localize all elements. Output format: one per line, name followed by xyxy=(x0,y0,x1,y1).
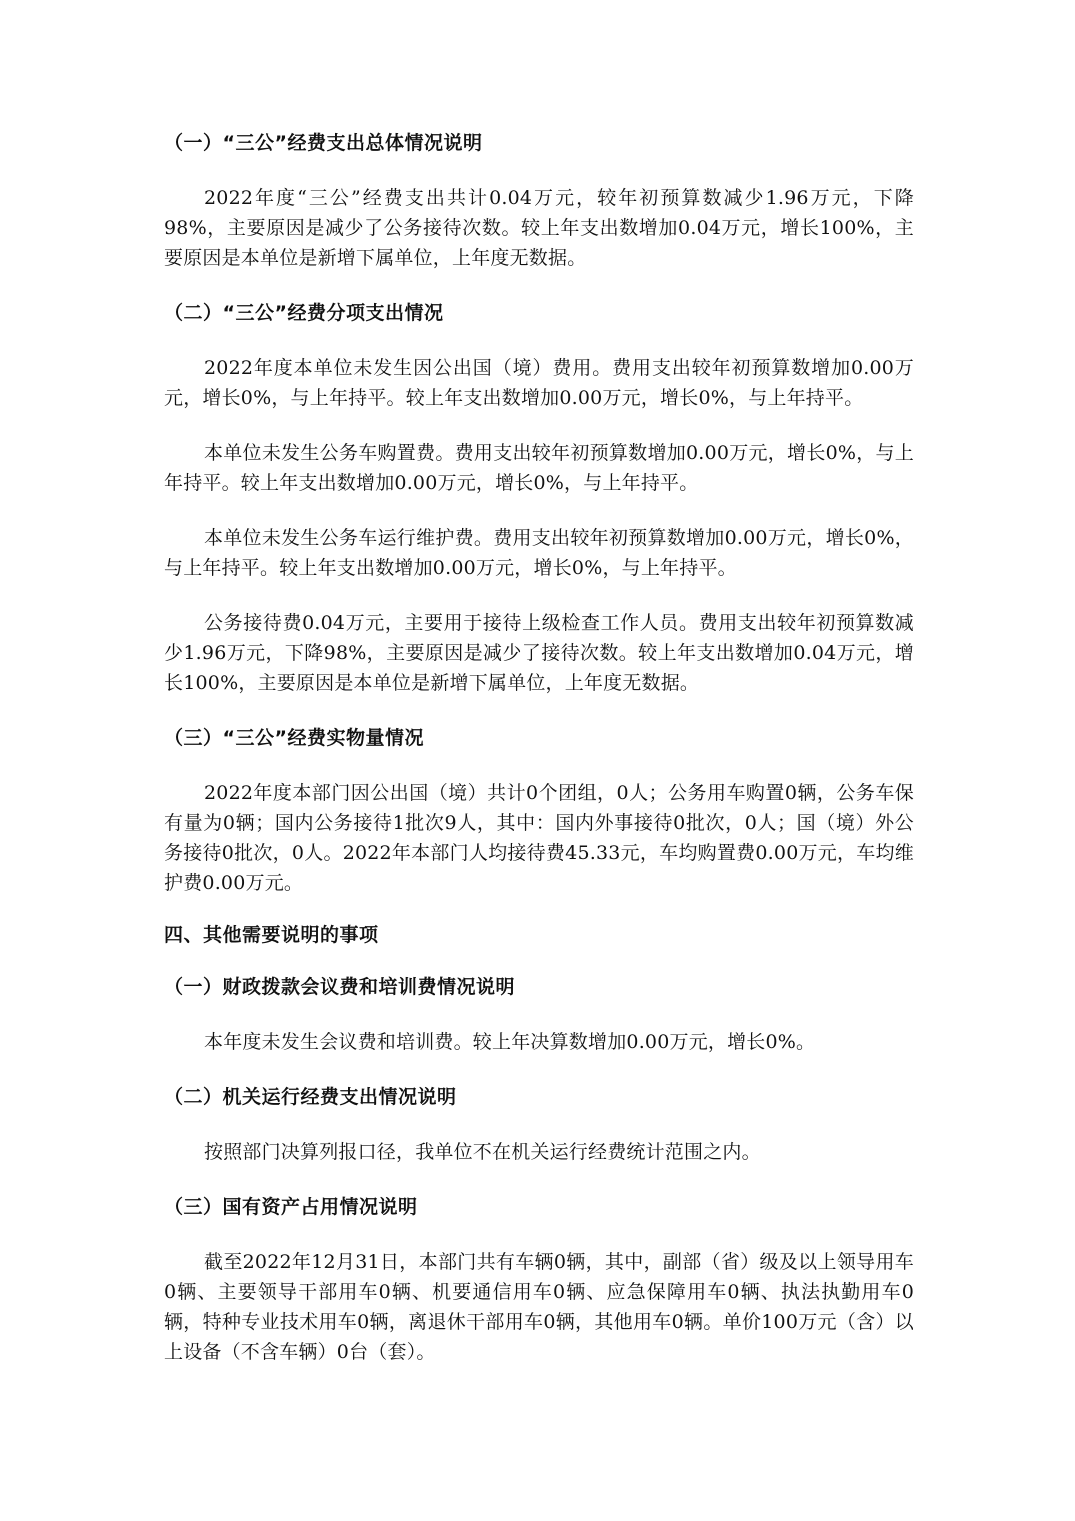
paragraph-reception: 公务接待费0.04万元，主要用于接待上级检查工作人员。费用支出较年初预算数减少1.96万元，下降98%，主要原因是减少了接待次数。较上年支出数增加0.04万元，增长100%，主要原因是本单位是新增下属单位，上年度无数据。 xyxy=(164,612,914,694)
paragraph-state-assets: 截至2022年12月31日，本部门共有车辆0辆，其中，副部（省）级及以上领导用车0辆、主要领导干部用车0辆、机要通信用车0辆、应急保障用车0辆、执法执勤用车0辆，特种专业技术用车0辆，离退休干部用车0辆，其他用车0辆。单价100万元（含）以上设备（不含车辆）0台（套）。 xyxy=(164,1251,914,1363)
chapter-heading-other-matters: 四、其他需要说明的事项 xyxy=(164,924,379,946)
section-heading-meeting-training: （一）财政拨款会议费和培训费情况说明 xyxy=(164,976,516,998)
paragraph-sangong-physical: 2022年度本部门因公出国（境）共计0个团组，0人；公务用车购置0辆，公务车保有量为0辆；国内公务接待1批次9人，其中：国内外事接待0批次，0人；国（境）外公务接待0批次，0人。2022年本部门人均接待费45.33元，车均购置费0.00万元，车均维护费0.00万元。 xyxy=(164,782,914,894)
paragraph-overseas-travel: 2022年度本单位未发生因公出国（境）费用。费用支出较年初预算数增加0.00万元，增长0%，与上年持平。较上年支出数增加0.00万元，增长0%，与上年持平。 xyxy=(164,357,914,409)
paragraph-vehicle-maintenance: 本单位未发生公务车运行维护费。费用支出较年初预算数增加0.00万元，增长0%，与上年持平。较上年支出数增加0.00万元，增长0%，与上年持平。 xyxy=(164,527,914,579)
paragraph-operating-expenses: 按照部门决算列报口径，我单位不在机关运行经费统计范围之内。 xyxy=(204,1141,761,1163)
paragraph-meeting-training: 本年度未发生会议费和培训费。较上年决算数增加0.00万元，增长0%。 xyxy=(204,1031,816,1053)
document-page xyxy=(164,128,914,1367)
section-heading-sangong-overview: （一）“三公”经费支出总体情况说明 xyxy=(164,132,483,154)
paragraph-vehicle-purchase: 本单位未发生公务车购置费。费用支出较年初预算数增加0.00万元，增长0%，与上年持平。较上年支出数增加0.00万元，增长0%，与上年持平。 xyxy=(164,442,914,494)
section-heading-operating-expenses: （二）机关运行经费支出情况说明 xyxy=(164,1086,457,1108)
paragraph-sangong-overview: 2022年度“三公”经费支出共计0.04万元，较年初预算数减少1.96万元，下降98%，主要原因是减少了公务接待次数。较上年支出数增加0.04万元，增长100%，主要原因是本单位是新增下属单位，上年度无数据。 xyxy=(164,187,914,269)
section-heading-sangong-physical: （三）“三公”经费实物量情况 xyxy=(164,727,424,749)
section-heading-sangong-itemized: （二）“三公”经费分项支出情况 xyxy=(164,302,444,324)
section-heading-state-assets: （三）国有资产占用情况说明 xyxy=(164,1196,418,1218)
